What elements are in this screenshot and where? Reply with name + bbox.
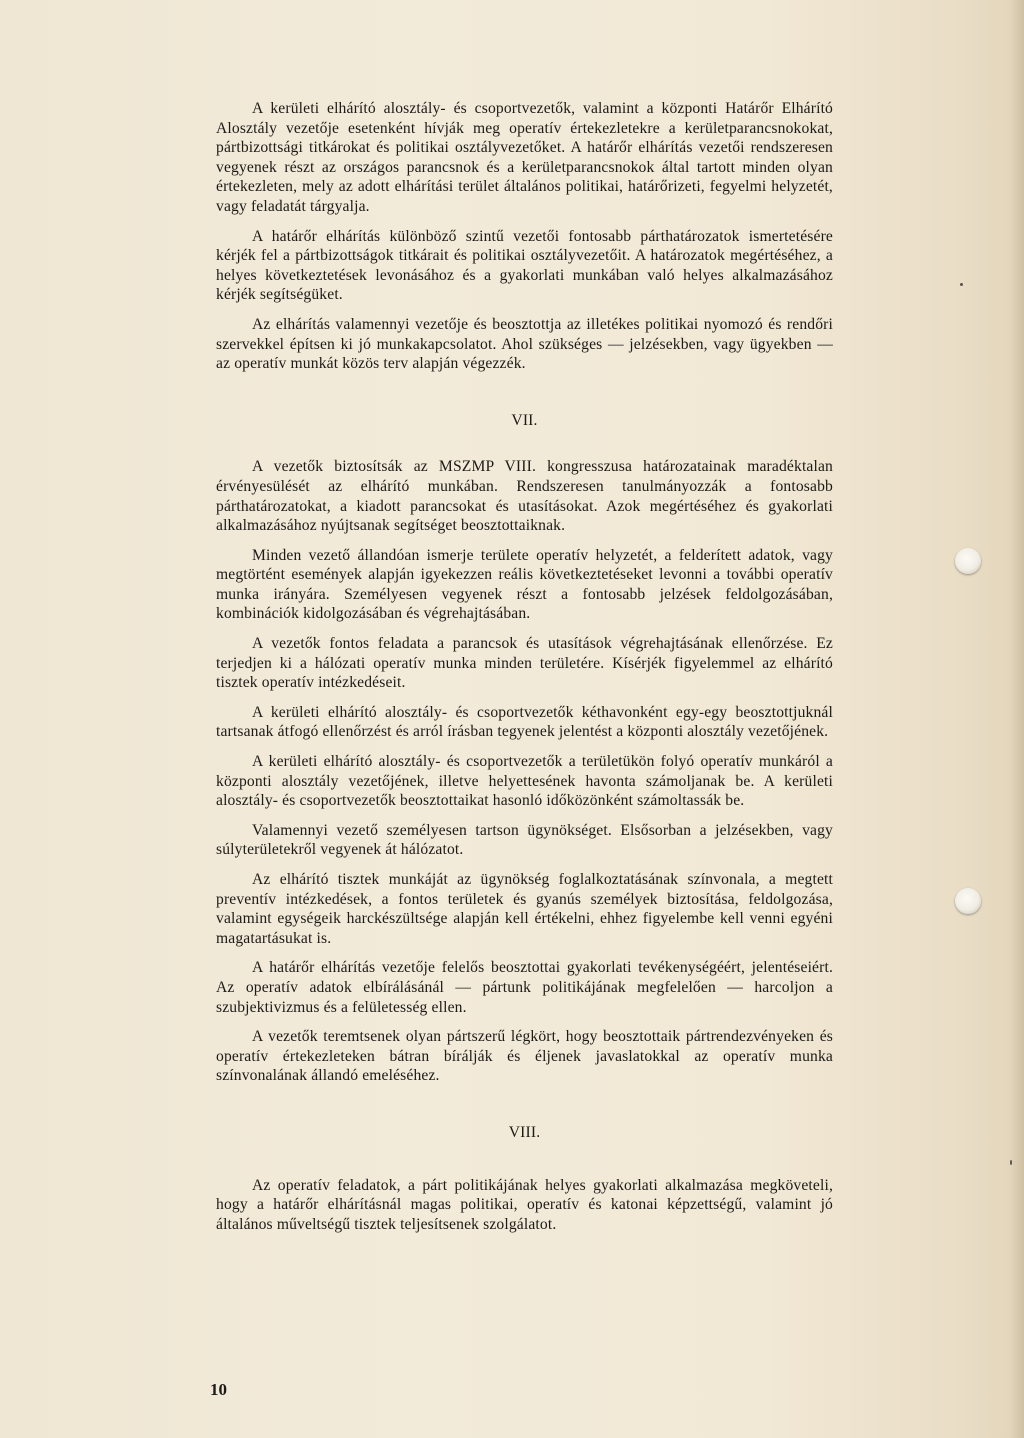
paragraph: Minden vezető állandóan ismerje területe operatív helyzetét, a felderített adatok, vagy megtörtént események alapján igyekezzen reális következtetéseket levonni a további operatív munka irányára. Személyesen vegyenek részt a fontosabb jelzések feldolgozásában, kombinációk kidolgozásában és végrehajtásában. — [216, 546, 833, 623]
section-heading-viii: VIII. — [508, 1123, 541, 1141]
page-number: 10 — [210, 1380, 227, 1399]
paper-speck-icon — [960, 283, 963, 286]
paragraph: Az operatív feladatok, a párt politikájának helyes gyakorlati alkalmazása megköveteli, hogy a határőr elhárításnál magas politikai, operatív és katonai képzettségű, valamint jó általános műveltségű tisztek teljesítsenek szolgálatot. — [216, 1176, 833, 1233]
paragraph: A vezetők biztosítsák az MSZMP VIII. kongresszusa határozatainak maradéktalan érvényesülését az elhárító munkában. Rendszeresen tanulmányozzák a fontosabb párthatározatokat, a kiadott parancsokat és utasításokat. Azok megértéséhez és gyakorlati alkalmazásához nyújtsanak segítséget beosztottaiknak. — [216, 458, 833, 535]
paragraph: Az elhárítás valamennyi vezetője és beosztottja az illetékes politikai nyomozó és rendőri szervekkel építsen ki jó munkakapcsolatot. Ahol szükséges — jelzésekben, vagy ügyekben — az operatív munkát közös terv alapján végezzék. — [216, 315, 833, 373]
paragraph: Az elhárító tisztek munkáját az ügynökség foglalkoztatásának színvonala, a megtett preventív intézkedések, a fontos területek és gyanús személyek biztosítása, feldolgozása, valamint egységeik harckészültsége alapján kell értékelni, ehhez figyelembe kell venni egyéni magatartásukat is. — [216, 871, 833, 947]
paragraph: A vezetők teremtsenek olyan pártszerű légkört, hogy beosztottaik pártrendezvényeken és operatív értekezleteken bátran bírálják és éljenek javaslatokkal az operatív munka színvonalának állandó emeléséhez. — [216, 1028, 833, 1085]
paragraph: A vezetők fontos feladata a parancsok és utasítások végrehajtásának ellenőrzése. Ez terjedjen ki a hálózati operatív munka minden területére. Kísérjék figyelemmel az elhárító tisztek operatív intézkedéseit. — [216, 635, 833, 692]
paragraph: A határőr elhárítás különböző szintű vezetői fontosabb párthatározatok ismertetésére kérjék fel a pártbizottságok titkárait és politikai osztályvezetőit. A határozatok megértéséhez, a helyes következtetések levonásához és a gyakorlati munkában való helyes alkalmazásához kérjék segítségüket. — [216, 227, 833, 304]
punch-hole-icon — [955, 548, 981, 574]
paragraph: A határőr elhárítás vezetője felelős beosztottai gyakorlati tevékenységéért, jelentéseiért. Az operatív adatok elbírálásánál — pártunk politikájának megfelelően — harcoljon a szubjektivizmus és a felületesség ellen. — [216, 959, 833, 1016]
paragraph: A kerületi elhárító alosztály- és csoportvezetők a területükön folyó operatív munkáról a központi alosztály vezetőjének, illetve helyettesének havonta számoljanak be. A kerületi alosztály- és csoportvezetők beosztottaikat hasonló időközönként számoltassák be. — [216, 753, 833, 810]
paper-edge-shadow — [1010, 0, 1024, 1438]
paragraph: Valamennyi vezető személyesen tartson ügynökséget. Elsősorban a jelzésekben, vagy súlyterületekről vegyenek át hálózatot. — [216, 821, 833, 859]
paragraph: A kerületi elhárító alosztály- és csoportvezetők, valamint a központi Határőr Elhárító Alosztály vezetője esetenként hívják meg operatív értekezletekre a kerületparancsnokokat, pártbizottsági titkárokat és politikai osztályvezetőket. A határőr elhárítás vezetői rendszeresen vegyenek részt az országos parancsnok és a kerületparancsnokok által tartott minden olyan értekezleten, mely az adott elhárítási terület általános politikai, határőrizeti, fegyelmi helyzetét, vagy feladatát tárgyalja. — [216, 100, 833, 215]
text-column — [216, 99, 833, 1234]
section-heading-vii: VII. — [511, 411, 538, 429]
punch-hole-icon — [955, 888, 981, 914]
paragraph: A kerületi elhárító alosztály- és csoportvezetők kéthavonként egy-egy beosztottjuknál tartsanak átfogó ellenőrzést és arról írásban tegyenek jelentést a központi alosztály vezetőjének. — [216, 703, 833, 741]
